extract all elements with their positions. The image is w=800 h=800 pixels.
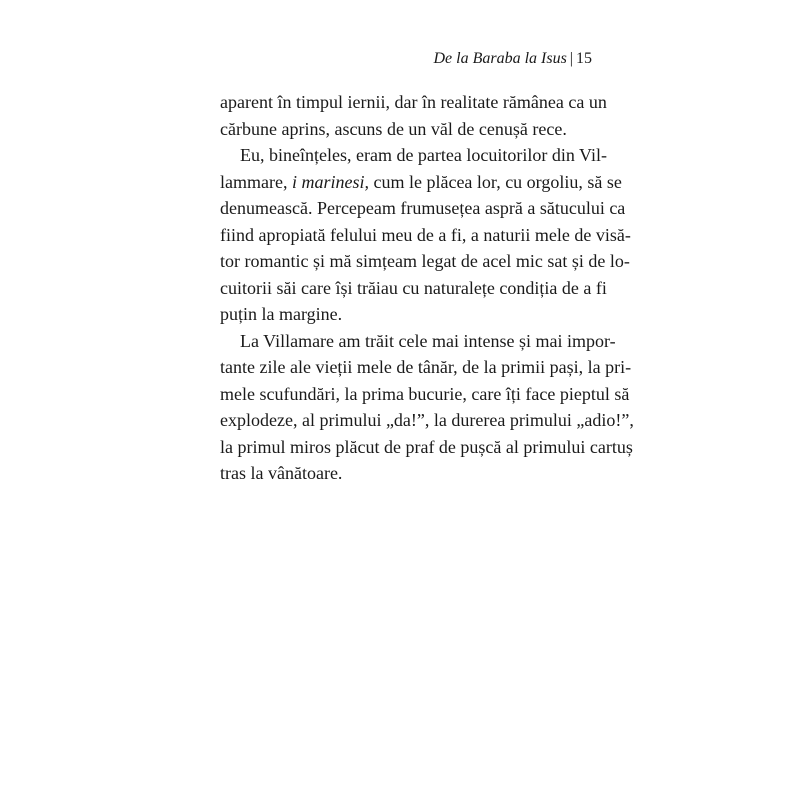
text-line xyxy=(220,169,622,196)
text-line: cărbune aprins, ascuns de un văl de cenușă rece. xyxy=(220,118,567,139)
text-line: Eu, bineînțeles, eram de partea locuitorilor din Vil- xyxy=(240,145,607,165)
italic-phrase: i marinesi, xyxy=(291,171,369,192)
text-line: tras la vânătoare. xyxy=(220,463,343,483)
text-line: tante zile ale vieții mele de tânăr, de la primii pași, la pri- xyxy=(220,357,632,377)
text-line: la primul miros plăcut de praf de pușcă al primului cartuș xyxy=(220,436,633,457)
text-line: La Villamare am trăit cele mai intense și mai impor- xyxy=(240,330,616,351)
text-line: cuitorii săi care își trăiau cu naturalețe condiția de a fi xyxy=(220,277,607,298)
running-header xyxy=(433,50,592,68)
text-line: explodeze, al primului „da!”, la durerea primului „adio!”, xyxy=(220,410,634,430)
text-line: puțin la margine. xyxy=(220,304,343,324)
text-segment: cum le plăcea lor, cu orgoliu, să se xyxy=(368,171,622,192)
page-number: 15 xyxy=(576,50,592,67)
text-segment: lammare, xyxy=(220,171,292,192)
body-text xyxy=(220,89,634,487)
text-line: mele scufundări, la prima bucurie, care îți face pieptul să xyxy=(220,383,630,404)
text-line: fiind apropiată felului meu de a fi, a naturii mele de visă- xyxy=(220,224,631,245)
text-line: tor romantic și mă simțeam legat de acel mic sat și de lo- xyxy=(220,251,630,271)
header-separator: | xyxy=(569,50,573,67)
book-title: De la Baraba la Isus xyxy=(433,50,567,67)
text-line: aparent în timpul iernii, dar în realitate rămânea ca un xyxy=(220,92,607,112)
text-line: denumească. Percepeam frumusețea aspră a sătucului ca xyxy=(220,198,626,218)
